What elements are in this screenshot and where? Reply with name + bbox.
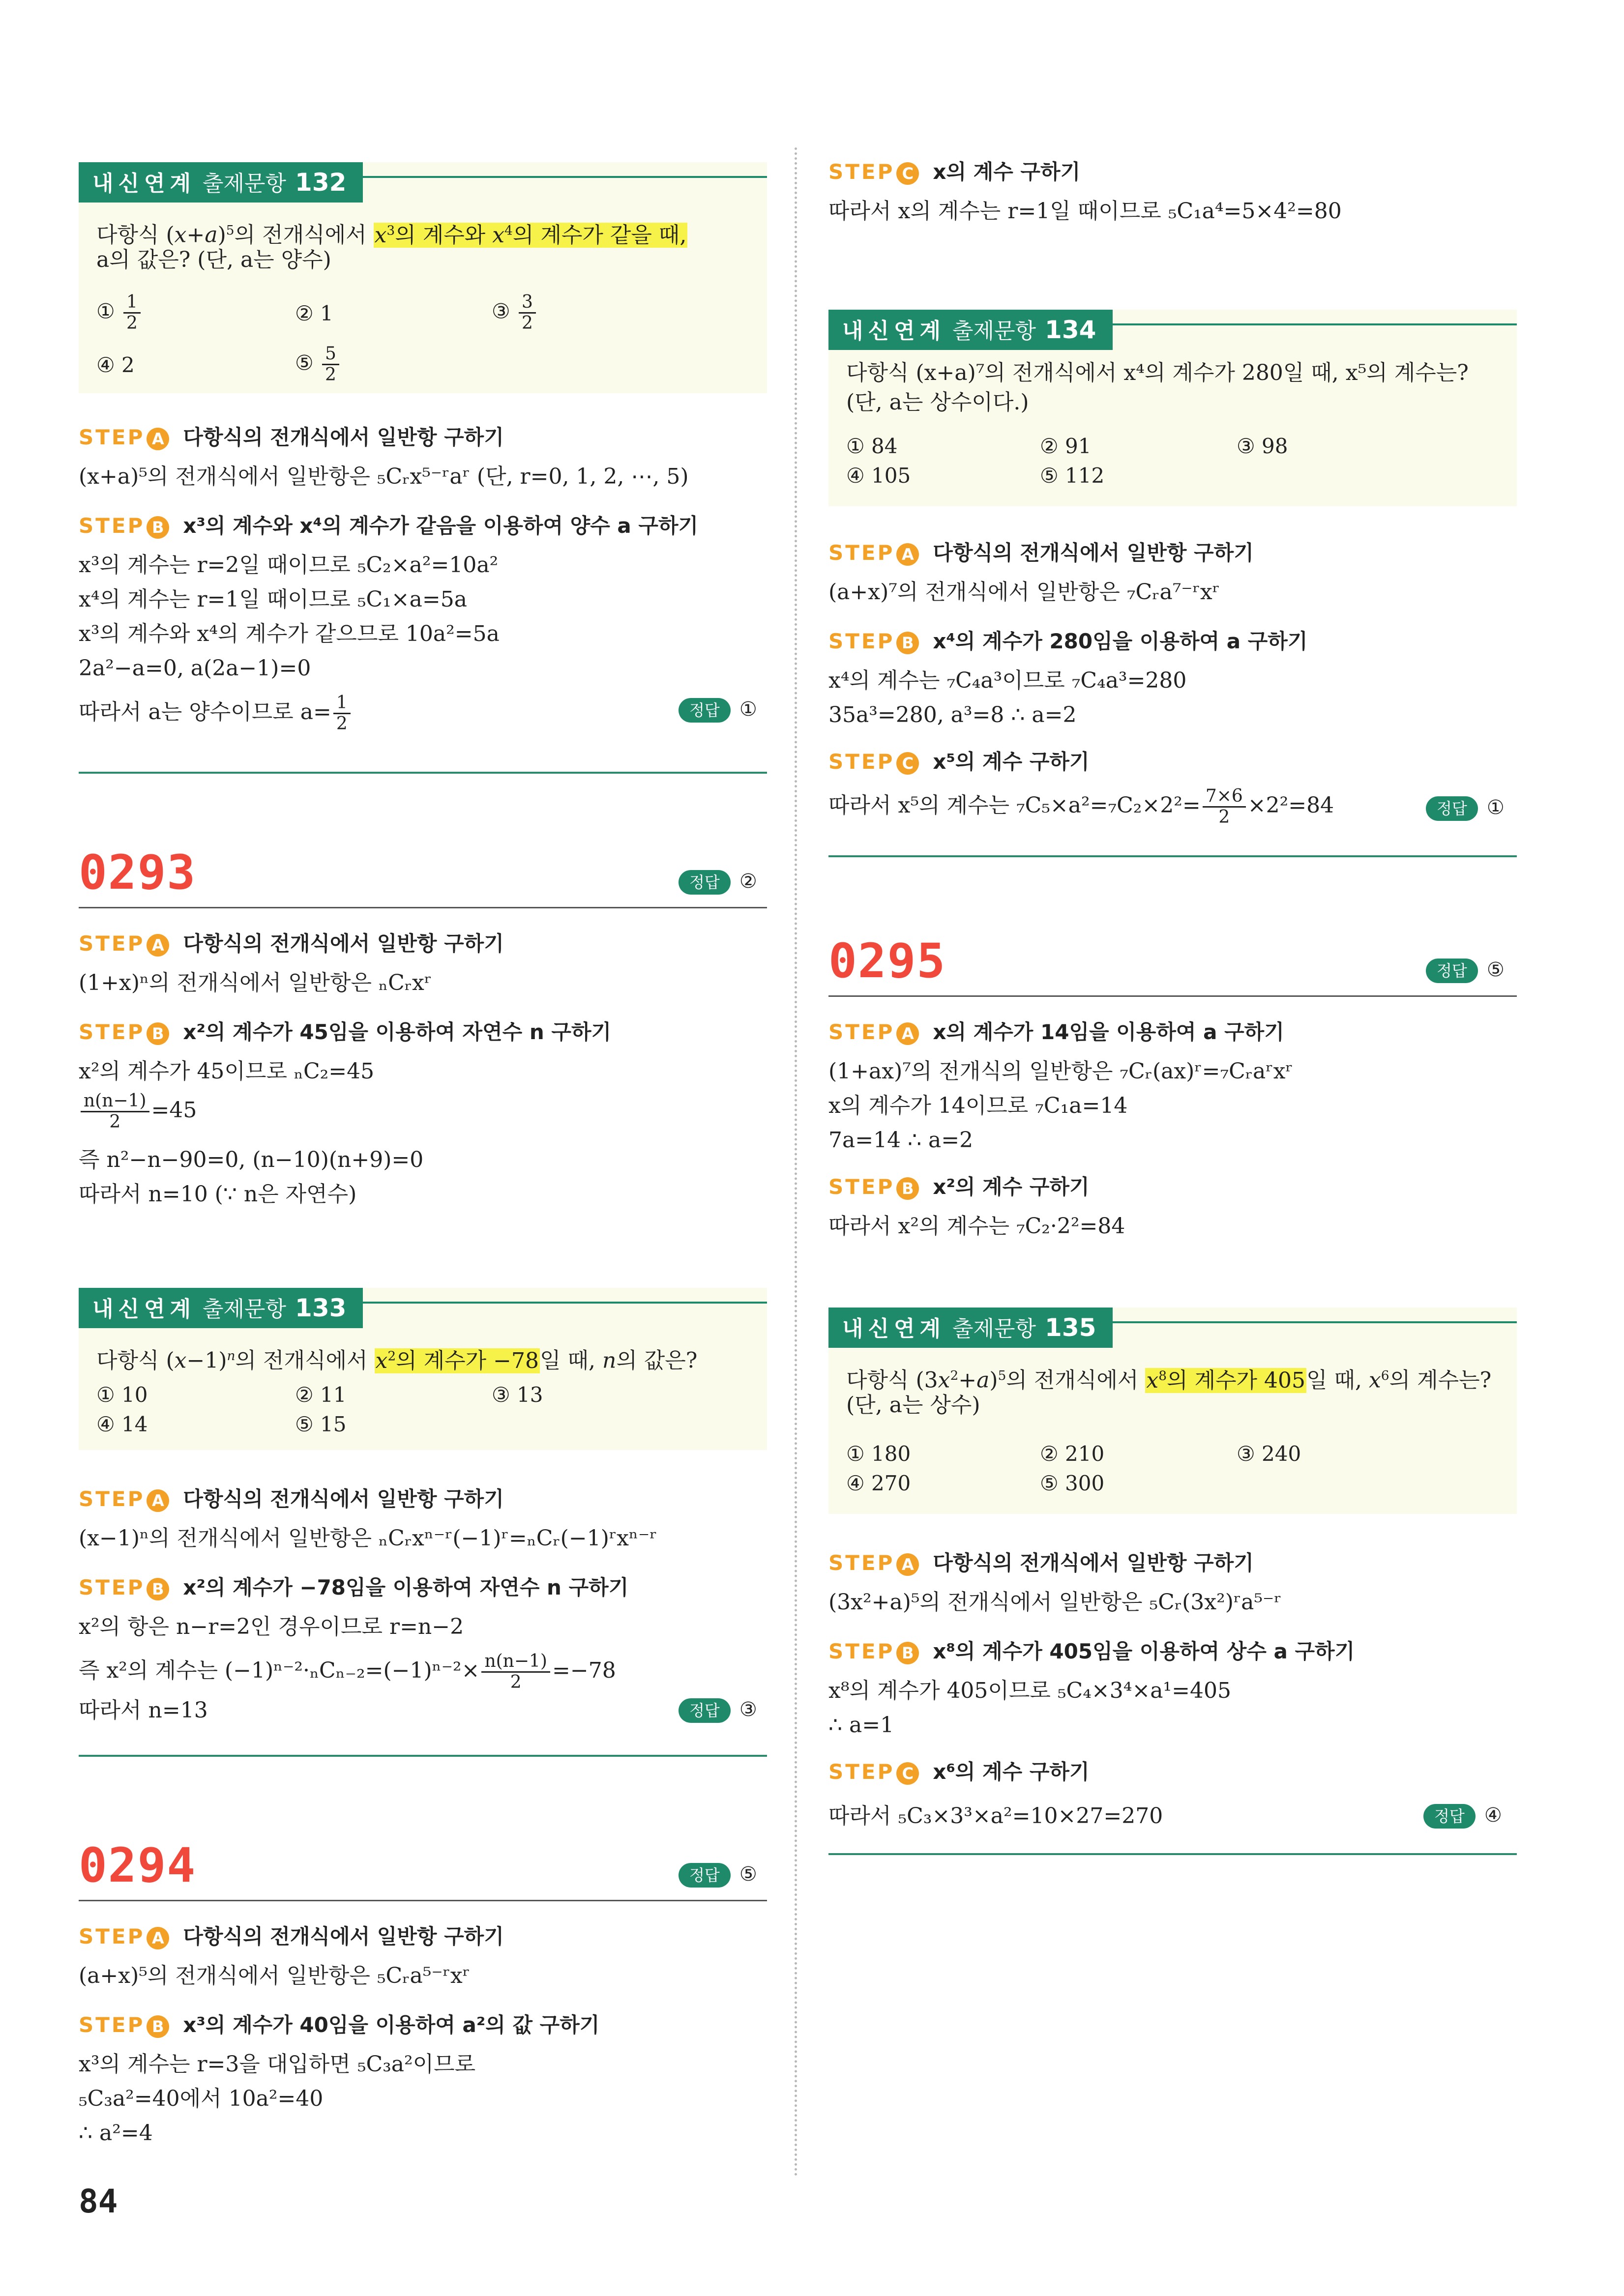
question-box-132 — [79, 162, 767, 393]
step-a-heading: STEP A x의 계수가 14임을 이용하여 a 구하기 — [828, 1020, 1284, 1044]
step-a-heading: STEP A 다항식의 전개식에서 일반항 구하기 — [79, 931, 504, 956]
step-a-heading: STEP A 다항식의 전개식에서 일반항 구하기 — [79, 425, 504, 449]
heading-rule — [79, 1900, 767, 1901]
naesin-yeongye-label: 내신연계 — [92, 1297, 196, 1322]
step-b-heading: STEP B x²의 계수 구하기 — [828, 1175, 1090, 1199]
step-a-heading: STEP A 다항식의 전개식에서 일반항 구하기 — [79, 1487, 504, 1511]
solution-line: 따라서 x의 계수는 r=1일 때이므로 ₅C₁a⁴=5×4²=80 — [828, 199, 1342, 224]
answer-badge: 정답 — [679, 1698, 731, 1723]
answer-badge: 정답 — [1426, 959, 1478, 983]
solution-line: 따라서 ₅C₃×3³×a²=10×27=270 — [828, 1803, 1163, 1829]
step-c-heading: STEP C x⁵의 계수 구하기 — [828, 750, 1090, 774]
section-separator — [79, 772, 767, 774]
solution-line: 따라서 x²의 계수는 ₇C₂·2²=84 — [828, 1214, 1125, 1239]
choice-1[interactable]: ① $\frac{1}{2}$ — [96, 292, 143, 333]
step-b-heading: STEP B x⁴의 계수가 280임을 이용하여 a 구하기 — [828, 629, 1308, 653]
choice-5[interactable]: ⑤ $\frac{5}{2}$ — [295, 344, 341, 385]
solution-line: 7a=14 ∴ a=2 — [828, 1128, 974, 1153]
section-separator — [79, 1755, 767, 1757]
solution-line: x²의 계수가 45이므로 ₙC₂=45 — [79, 1059, 375, 1084]
choice-2[interactable]: ② 11 — [295, 1383, 347, 1407]
answer-value: ③ — [739, 1698, 757, 1721]
question-box-134 — [828, 310, 1517, 506]
step-a-badge: A — [147, 1927, 169, 1949]
answer-badge: 정답 — [679, 870, 731, 895]
solution-line-fraction: 즉 x²의 계수는 (−1)ⁿ⁻²·ₙCₙ₋₂=(−1)ⁿ⁻²× $\frac{n(n-1)}{2}$ =−78 — [79, 1651, 616, 1692]
page-number: 84 — [79, 2182, 118, 2220]
choice-2[interactable]: ② 91 — [1040, 434, 1092, 458]
choice-1[interactable]: ① 84 — [846, 434, 898, 458]
question-number: 135 — [1045, 1313, 1096, 1342]
question-text-line2: (단, a는 상수) — [846, 1393, 980, 1418]
solution-line: 따라서 n=13 — [79, 1698, 208, 1723]
box-header — [79, 1288, 363, 1328]
solution-line: (x−1)ⁿ의 전개식에서 일반항은 ₙCᵣxⁿ⁻ʳ(−1)ʳ=ₙCᵣ(−1)ʳxⁿ⁻ʳ — [79, 1526, 657, 1551]
step-b-heading: STEP B x³의 계수가 40임을 이용하여 a²의 값 구하기 — [79, 2013, 600, 2037]
step-a-badge: A — [896, 543, 919, 566]
question-box-135 — [828, 1308, 1517, 1514]
step-a-heading: STEP A 다항식의 전개식에서 일반항 구하기 — [828, 541, 1254, 565]
answer-tag — [679, 1863, 757, 1888]
solution-line: x³의 계수와 x⁴의 계수가 같으므로 10a²=5a — [79, 621, 500, 646]
step-b-badge: B — [147, 1578, 169, 1600]
solution-line: x³의 계수는 r=2일 때이므로 ₅C₂×a²=10a² — [79, 552, 499, 578]
header-label: 출제문항 — [952, 1316, 1036, 1341]
solution-line: 35a³=280, a³=8 ∴ a=2 — [828, 702, 1077, 727]
solution-line: (a+x)⁷의 전개식에서 일반항은 ₇Cᵣa⁷⁻ʳxʳ — [828, 580, 1220, 605]
question-number: 134 — [1045, 316, 1096, 344]
step-c-badge: C — [896, 752, 919, 775]
step-b-heading: STEP B x²의 계수가 45임을 이용하여 자연수 n 구하기 — [79, 1020, 612, 1044]
choice-5[interactable]: ⑤ 112 — [1040, 464, 1105, 488]
step-b-badge: B — [896, 1177, 919, 1200]
naesin-yeongye-label: 내신연계 — [842, 1316, 946, 1341]
solution-line: (1+x)ⁿ의 전개식에서 일반항은 ₙCᵣxʳ — [79, 970, 432, 995]
step-b-badge: B — [147, 516, 169, 539]
choice-4[interactable]: ④ 270 — [846, 1471, 911, 1495]
choice-3[interactable]: ③ 240 — [1237, 1442, 1301, 1466]
solution-line-final: 따라서 a는 양수이므로 a= $\frac{1}{2}$ — [79, 693, 353, 734]
step-c-badge: C — [896, 1762, 919, 1785]
solution-line: x의 계수가 14이므로 ₇C₁a=14 — [828, 1093, 1128, 1118]
answer-tag — [679, 870, 757, 895]
answer-tag — [679, 1698, 757, 1723]
step-a-badge: A — [147, 428, 169, 450]
naesin-yeongye-label: 내신연계 — [842, 319, 946, 344]
step-a-badge: A — [147, 934, 169, 957]
solution-line: ₅C₃a²=40에서 10a²=40 — [79, 2086, 324, 2111]
question-number: 133 — [295, 1294, 347, 1322]
question-text-line1: 다항식 $(3x^2+a)^5$의 전개식에서 $x^8$의 계수가 405일 때, $x^6$의 계수는? — [846, 1367, 1492, 1393]
choice-5[interactable]: ⑤ 300 — [1040, 1471, 1105, 1495]
choice-4[interactable]: ④ 14 — [96, 1412, 148, 1436]
choice-5[interactable]: ⑤ 15 — [295, 1412, 347, 1436]
problem-number: 0294 — [79, 1838, 197, 1893]
step-b-badge: B — [147, 1022, 169, 1045]
answer-badge: 정답 — [679, 1863, 731, 1888]
box-header — [828, 1308, 1113, 1348]
answer-value: ① — [739, 698, 757, 721]
answer-tag — [1423, 1804, 1502, 1829]
choice-2[interactable]: ② 210 — [1040, 1442, 1105, 1466]
solution-line: (3x²+a)⁵의 전개식에서 일반항은 ₅Cᵣ(3x²)ʳa⁵⁻ʳ — [828, 1590, 1282, 1615]
question-box-133 — [79, 1288, 767, 1450]
answer-tag — [679, 698, 757, 723]
solution-line: 2a²−a=0, a(2a−1)=0 — [79, 656, 311, 681]
step-a-badge: A — [896, 1553, 919, 1576]
solution-line: x⁸의 계수가 405이므로 ₅C₄×3⁴×a¹=405 — [828, 1678, 1231, 1703]
answer-badge: 정답 — [679, 698, 731, 723]
solution-line: ∴ a²=4 — [79, 2121, 153, 2146]
question-text-line1: 다항식 $(x+a)^5$의 전개식에서 $x^3$의 계수와 $x^4$의 계수가 같을 때, — [96, 222, 687, 248]
step-b-badge: B — [896, 632, 919, 654]
header-label: 출제문항 — [203, 1297, 287, 1322]
step-b-heading: STEP B x³의 계수와 x⁴의 계수가 같음을 이용하여 양수 a 구하기 — [79, 514, 699, 538]
heading-rule — [828, 995, 1517, 997]
step-b-badge: B — [147, 2015, 169, 2038]
answer-tag — [1426, 959, 1505, 983]
question-text-line1: 다항식 (x+a)⁷의 전개식에서 x⁴의 계수가 280일 때, x⁵의 계수는? — [846, 360, 1469, 385]
box-header — [79, 162, 363, 203]
solution-line: (1+ax)⁷의 전개식의 일반항은 ₇Cᵣ(ax)ʳ=₇Cᵣaʳxʳ — [828, 1059, 1293, 1084]
solution-line: 따라서 n=10 (∵ n은 자연수) — [79, 1182, 357, 1207]
answer-value: ④ — [1484, 1804, 1502, 1827]
step-c-heading: STEP C x⁶의 계수 구하기 — [828, 1760, 1090, 1784]
question-number: 132 — [295, 168, 347, 197]
section-separator — [828, 855, 1517, 857]
step-b-heading: STEP B x⁸의 계수가 405임을 이용하여 상수 a 구하기 — [828, 1639, 1355, 1663]
problem-number: 0293 — [79, 845, 197, 900]
choice-3[interactable]: ③ 98 — [1237, 434, 1288, 458]
heading-rule — [79, 907, 767, 908]
question-text-line1: 다항식 $(x-1)^n$의 전개식에서 $x^2$의 계수가 −78일 때, n의 값은? — [96, 1348, 698, 1373]
header-label: 출제문항 — [203, 171, 287, 196]
solution-line: (x+a)⁵의 전개식에서 일반항은 ₅Cᵣx⁵⁻ʳaʳ (단, r=0, 1, 2, ⋯, 5) — [79, 464, 689, 489]
choice-4[interactable]: ④ 105 — [846, 464, 911, 488]
answer-value: ② — [739, 870, 757, 893]
solution-line: x³의 계수는 r=3을 대입하면 ₅C₃a²이므로 — [79, 2052, 476, 2077]
answer-badge: 정답 — [1426, 796, 1478, 821]
solution-line: x⁴의 계수는 r=1일 때이므로 ₅C₁×a=5a — [79, 587, 467, 612]
answer-tag — [1426, 796, 1505, 821]
naesin-yeongye-label: 내신연계 — [92, 171, 196, 196]
choice-3[interactable]: ③ 13 — [492, 1383, 543, 1407]
step-a-badge: A — [147, 1489, 169, 1512]
solution-line: x²의 항은 n−r=2인 경우이므로 r=n−2 — [79, 1614, 464, 1639]
answer-value: ⑤ — [739, 1863, 757, 1886]
header-label: 출제문항 — [952, 319, 1036, 344]
step-a-heading: STEP A 다항식의 전개식에서 일반항 구하기 — [828, 1551, 1254, 1575]
solution-line-fraction: $\frac{n(n-1)}{2}$ =45 — [79, 1091, 197, 1132]
question-text-line2: a의 값은? (단, a는 양수) — [96, 247, 331, 272]
answer-value: ① — [1486, 796, 1505, 819]
solution-line: (a+x)⁵의 전개식에서 일반항은 ₅Cᵣa⁵⁻ʳxʳ — [79, 1963, 470, 1988]
step-c-badge: C — [896, 162, 919, 185]
problem-number: 0295 — [828, 933, 946, 988]
solution-line-fraction: 따라서 x⁵의 계수는 ₇C₅×a²=₇C₂×2²= $\frac{7\times 6}{2}$ ×2²=84 — [828, 786, 1334, 827]
section-separator — [828, 1853, 1517, 1855]
step-c-heading: STEP C x의 계수 구하기 — [828, 160, 1081, 184]
column-divider — [795, 147, 797, 2178]
choice-4[interactable]: ④ 2 — [96, 353, 135, 377]
question-text-line2: (단, a는 상수이다.) — [846, 390, 1029, 415]
answer-value: ⑤ — [1486, 959, 1505, 981]
step-b-badge: B — [896, 1642, 919, 1664]
solution-line: x⁴의 계수는 ₇C₄a³이므로 ₇C₄a³=280 — [828, 668, 1187, 693]
solution-line: 즉 n²−n−90=0, (n−10)(n+9)=0 — [79, 1147, 424, 1172]
choice-1[interactable]: ① 180 — [846, 1442, 911, 1466]
step-a-badge: A — [896, 1022, 919, 1045]
step-a-heading: STEP A 다항식의 전개식에서 일반항 구하기 — [79, 1924, 504, 1948]
choice-3[interactable]: ③ $\frac{3}{2}$ — [492, 292, 538, 333]
choice-2[interactable]: ② 1 — [295, 301, 333, 325]
step-b-heading: STEP B x²의 계수가 −78임을 이용하여 자연수 n 구하기 — [79, 1575, 629, 1599]
solution-line: ∴ a=1 — [828, 1713, 894, 1738]
box-header — [828, 310, 1113, 350]
answer-badge: 정답 — [1423, 1804, 1476, 1829]
choice-1[interactable]: ① 10 — [96, 1383, 148, 1407]
